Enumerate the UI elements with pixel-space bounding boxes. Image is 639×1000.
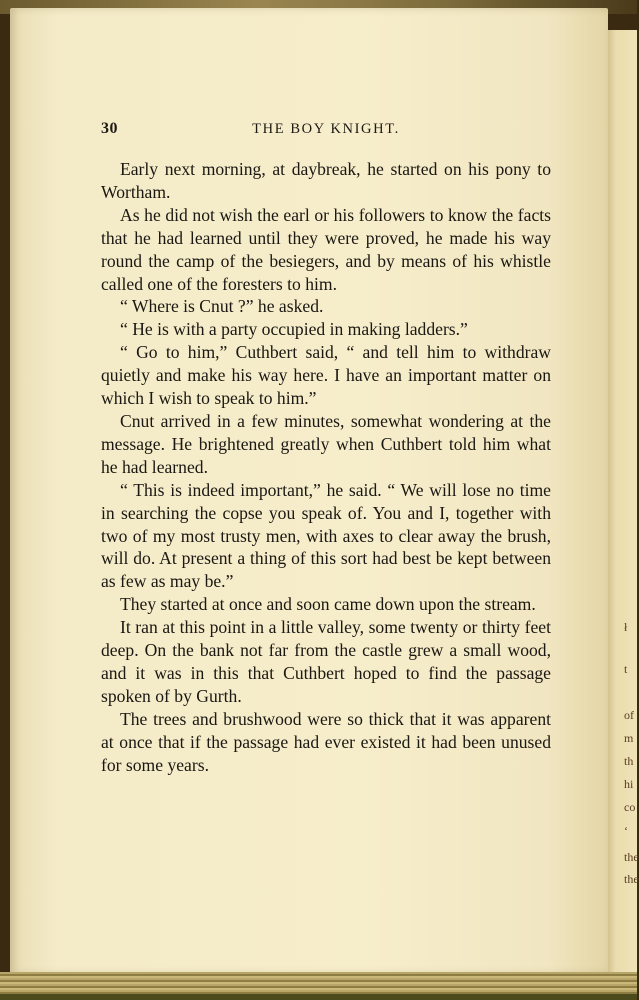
fragment: t — [624, 662, 628, 676]
fragment: the — [624, 872, 639, 886]
paragraph: Early next morning, at daybreak, he started on his pony to Wortham. — [101, 159, 551, 202]
running-title: THE BOY KNIGHT. — [252, 121, 400, 137]
paragraph: As he did not wish the earl or his followers to know the facts that he had learned until they were proved, he made his way round the camp of the besiegers, and by means of his whistle called one of the foresters to him. — [101, 204, 551, 294]
paragraph: “ Go to him,” Cuthbert said, “ and tell him to withdraw quietly and make his way here. I have an important matter on which I wish to speak to him.” — [101, 342, 551, 409]
paragraph: It ran at this point in a little valley, some twenty or thirty feet deep. On the bank not far from the castle grew a small wood, and it was in this that Cuthbert hoped to find the passage spoken of by Gurth. — [101, 617, 551, 706]
fragment: m — [624, 731, 634, 745]
paragraph: The trees and brushwood were so thick that it was apparent at once that if the passage had ever existed it had been unused for some years. — [101, 708, 551, 775]
fragment: ‘ — [624, 824, 628, 838]
body-text — [101, 158, 551, 776]
fragment: co — [624, 800, 636, 814]
fragment: the — [624, 850, 639, 864]
paragraph: “ He is with a party occupied in making ladders.” — [120, 319, 468, 340]
paragraph: “ This is indeed important,” he said. “ We will lose no time in searching the copse you speak of. You and I, together with two of my most trusty men, with axes to clear away the brush, will do. At present a thing of this sort had best be kept between as few as may be.” — [101, 479, 551, 592]
fragment: of — [624, 708, 634, 722]
page-number: 30 — [101, 120, 118, 137]
fragment: ł — [624, 620, 628, 634]
paragraph: “ Where is Cnut ?” he asked. — [120, 296, 324, 317]
fragment: hi — [624, 777, 634, 791]
fragment: th — [624, 754, 634, 768]
page-header — [101, 120, 551, 142]
book-bottom-edge — [0, 972, 637, 1000]
paragraph: They started at once and soon came down upon the stream. — [120, 594, 536, 615]
paragraph: Cnut arrived in a few minutes, somewhat wondering at the message. He brightened greatly when Cuthbert told him what he had learned. — [101, 410, 551, 477]
